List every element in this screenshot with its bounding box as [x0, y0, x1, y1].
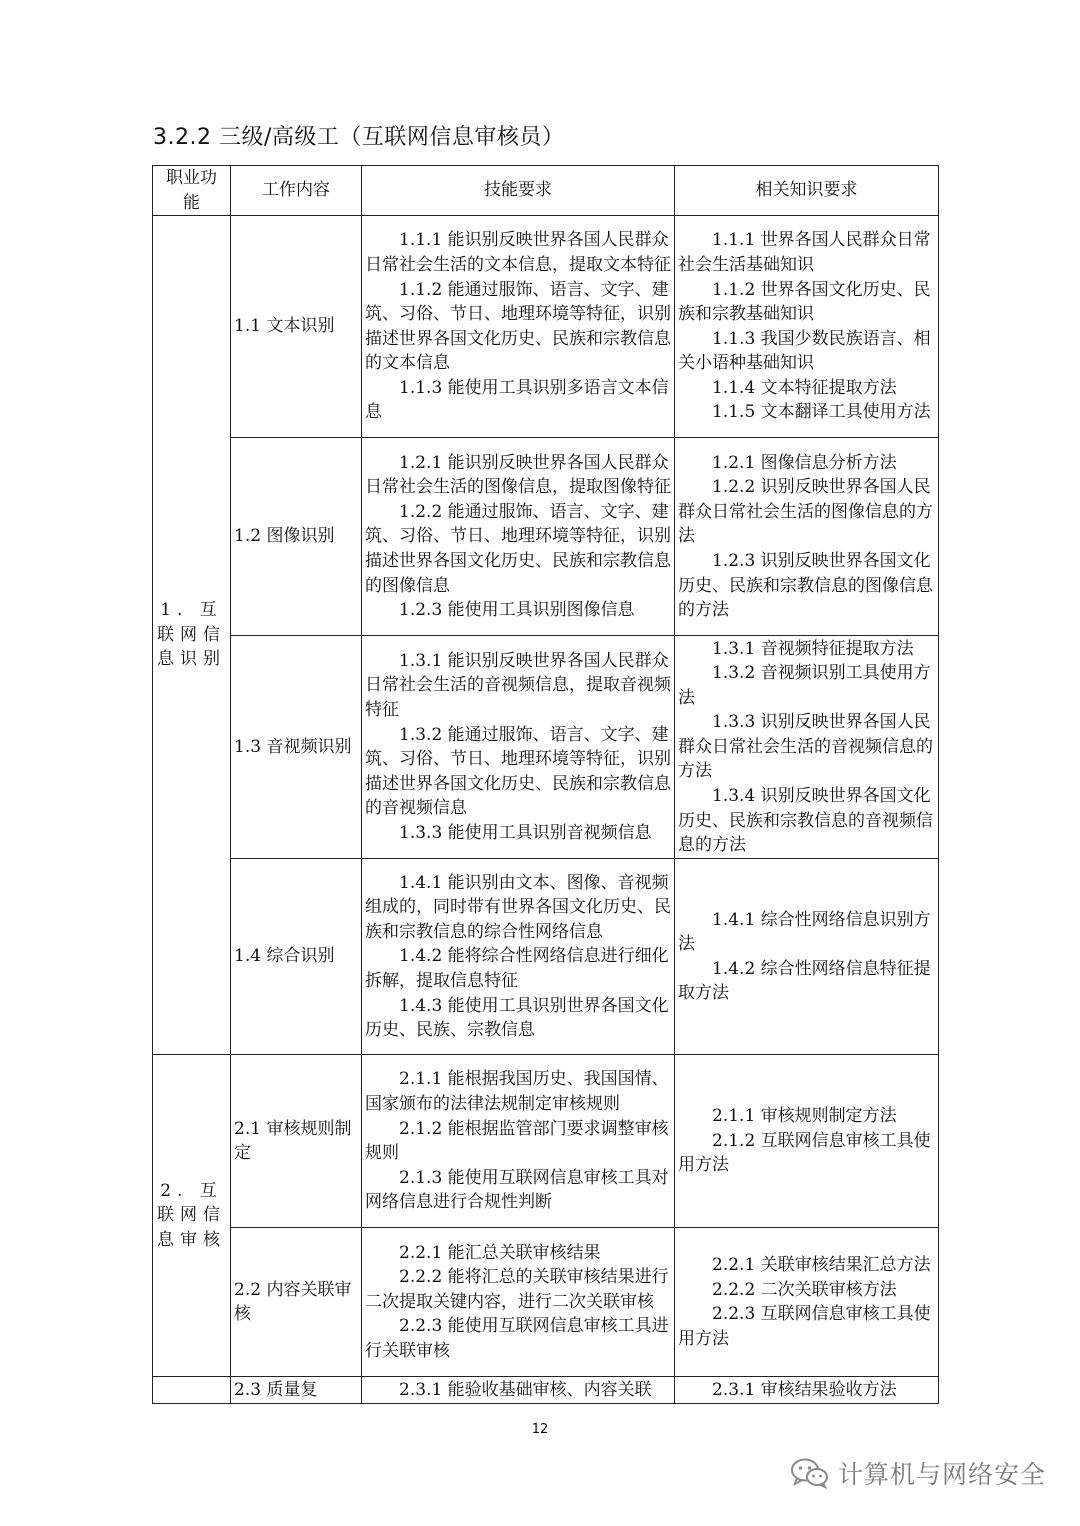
page-number: 12: [531, 1422, 549, 1437]
table-header-row: [153, 166, 939, 216]
knowledge-cell: [675, 438, 939, 636]
work-content-cell: 1.2 图像识别: [231, 438, 362, 636]
header-skills: 技能要求: [362, 166, 675, 216]
skills-cell: [362, 1055, 675, 1228]
skills-cell: [362, 438, 675, 636]
work-content-cell: 2.3 质量复: [231, 1377, 362, 1404]
work-content-cell: 1.4 综合识别: [231, 859, 362, 1055]
knowledge-item: 2.3.1 审核结果验收方法: [712, 1379, 897, 1400]
section-title: 3.2.2 三级/高级工（互联网信息审核员）: [153, 125, 565, 150]
function-cell: 1. 互联网信息识别: [153, 216, 231, 1055]
knowledge-cell: [675, 1228, 939, 1377]
knowledge-item: 2.2.3 互联网信息审核工具使用方法: [678, 1304, 931, 1349]
table-row: [153, 216, 939, 438]
skill-item: 1.1.3 能使用工具识别多语言文本信息: [365, 377, 669, 423]
skill-item: 1.3.3 能使用工具识别音视频信息: [399, 822, 652, 843]
skills-cell: [362, 859, 675, 1055]
knowledge-item: 1.1.1 世界各国人民群众日常社会生活基础知识: [678, 230, 931, 275]
knowledge-item: 1.1.4 文本特征提取方法: [712, 377, 897, 398]
watermark-text: 计算机与网络安全: [837, 1460, 1046, 1489]
knowledge-item: 2.1.2 互联网信息审核工具使用方法: [678, 1130, 931, 1176]
knowledge-cell: [675, 859, 939, 1055]
skill-item: 1.4.3 能使用工具识别世界各国文化历史、民族、宗教信息: [365, 995, 669, 1041]
table-row: [153, 1377, 939, 1404]
header-work-content: 工作内容: [231, 166, 362, 216]
skill-item: 1.2.3 能使用工具识别图像信息: [399, 600, 635, 621]
table-row: [153, 438, 939, 636]
header-function: 职业功能: [153, 166, 231, 216]
skill-item: 1.1.2 能通过服饰、语言、文字、建筑、习俗、节日、地理环境等特征，识别描述世界各国文化历史、民族和宗教信息的文本信息: [365, 279, 671, 374]
work-content-cell: 1.1 文本识别: [231, 216, 362, 438]
skill-item: 1.4.2 能将综合性网络信息进行细化拆解，提取信息特征: [365, 946, 669, 991]
skills-cell: [362, 636, 675, 859]
table-row: [153, 859, 939, 1055]
function-cell-continued: [153, 1377, 231, 1404]
wechat-icon: [790, 1456, 830, 1490]
skill-item: 2.1.2 能根据监管部门要求调整审核规则: [365, 1118, 669, 1164]
knowledge-item: 1.4.2 综合性网络信息特征提取方法: [678, 958, 931, 1004]
skills-cell: [362, 1377, 675, 1404]
skill-item: 1.3.1 能识别反映世界各国人民群众日常社会生活的音视频信息，提取音视频特征: [365, 650, 671, 720]
knowledge-item: 1.1.2 世界各国文化历史、民族和宗教基础知识: [678, 279, 931, 325]
knowledge-item: 1.2.3 识别反映世界各国文化历史、民族和宗教信息的图像信息的方法: [678, 550, 933, 621]
skill-requirements-table: [152, 165, 939, 1404]
knowledge-item: 1.3.2 音视频识别工具使用方法: [678, 663, 931, 708]
knowledge-item: 1.3.3 识别反映世界各国人民群众日常社会生活的音视频信息的方法: [678, 712, 933, 782]
skill-item: 2.2.2 能将汇总的关联审核结果进行二次提取关键内容，进行二次关联审核: [365, 1267, 669, 1312]
skill-item: 1.4.1 能识别由文本、图像、音视频组成的，同时带有世界各国文化历史、民族和宗教信息的综合性网络信息: [365, 872, 671, 942]
table-row: [153, 1228, 939, 1377]
skills-cell: [362, 216, 675, 438]
table-row: [153, 1055, 939, 1228]
knowledge-item: 2.2.1 关联审核结果汇总方法: [712, 1255, 931, 1275]
knowledge-item: 1.1.5 文本翻译工具使用方法: [712, 402, 931, 423]
work-content-cell: 2.2 内容关联审核: [231, 1228, 362, 1377]
skill-item: 1.1.1 能识别反映世界各国人民群众日常社会生活的文本信息，提取文本特征: [365, 230, 671, 275]
watermark: [790, 1455, 1046, 1491]
skill-item: 2.1.3 能使用互联网信息审核工具对网络信息进行合规性判断: [365, 1167, 669, 1213]
skill-item: 1.2.1 能识别反映世界各国人民群众日常社会生活的图像信息，提取图像特征: [365, 452, 671, 498]
knowledge-item: 1.1.3 我国少数民族语言、相关小语种基础知识: [678, 328, 931, 374]
work-content-cell: 2.1 审核规则制定: [231, 1055, 362, 1228]
work-content-cell: 1.3 音视频识别: [231, 636, 362, 859]
table-row: [153, 636, 939, 859]
skill-item: 1.2.2 能通过服饰、语言、文字、建筑、习俗、节日、地理环境等特征，识别描述世界各国文化历史、民族和宗教信息的图像信息: [365, 501, 671, 596]
knowledge-cell: [675, 1377, 939, 1404]
skill-item: 2.3.1 能验收基础审核、内容关联: [399, 1379, 652, 1400]
knowledge-cell: [675, 1055, 939, 1228]
header-knowledge: 相关知识要求: [675, 166, 939, 216]
skill-item: 1.3.2 能通过服饰、语言、文字、建筑、习俗、节日、地理环境等特征，识别描述世界各国文化历史、民族和宗教信息的音视频信息: [365, 724, 671, 819]
knowledge-item: 2.1.1 审核规则制定方法: [712, 1106, 897, 1127]
knowledge-item: 1.3.1 音视频特征提取方法: [712, 638, 914, 659]
knowledge-item: 1.3.4 识别反映世界各国文化历史、民族和宗教信息的音视频信息的方法: [678, 786, 933, 856]
knowledge-item: 1.2.2 识别反映世界各国人民群众日常社会生活的图像信息的方法: [678, 477, 933, 547]
knowledge-cell: [675, 636, 939, 859]
knowledge-cell: [675, 216, 939, 438]
knowledge-item: 1.2.1 图像信息分析方法: [712, 452, 897, 473]
skills-cell: [362, 1228, 675, 1377]
knowledge-item: 1.4.1 综合性网络信息识别方法: [678, 909, 931, 955]
skill-item: 2.1.1 能根据我国历史、我国国情、国家颁布的法律法规制定审核规则: [365, 1069, 669, 1114]
knowledge-item: 2.2.2 二次关联审核方法: [712, 1279, 897, 1300]
function-cell: 2. 互联网信息审核: [153, 1055, 231, 1377]
skill-item: 2.2.1 能汇总关联审核结果: [399, 1242, 601, 1263]
skill-item: 2.2.3 能使用互联网信息审核工具进行关联审核: [365, 1316, 669, 1362]
